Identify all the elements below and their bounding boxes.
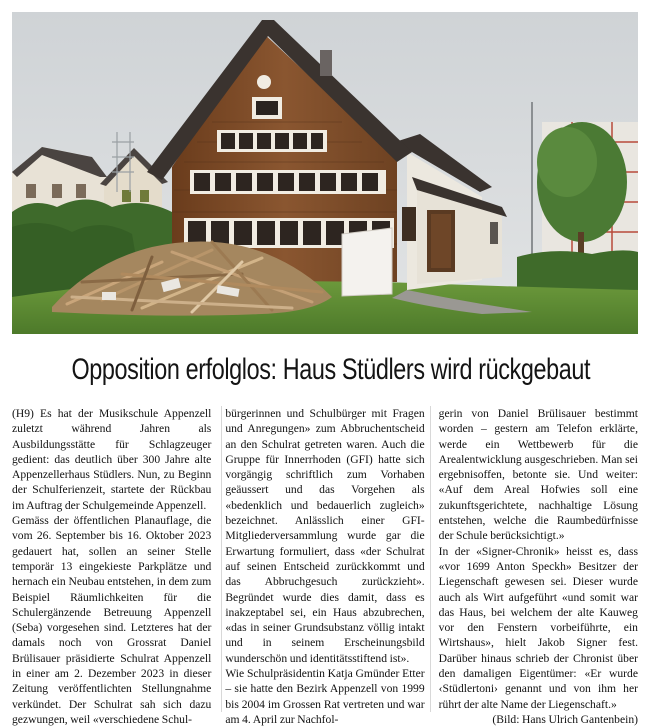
paragraph: gerin von Daniel Brülisauer bestimmt worden – gestern am Telefon erklärte, werde ein Wettbewerb für die Arealentwicklung ausgeschrieben. Man sei ergebnisoffen, betonte sie. Und weiter: «Auf dem Areal Hofwies soll eine zukunftsgerichtete, nachhaltige Lösung entstehen, welche die Raumbedürfnisse der Schule berücksichtigt.» xyxy=(438,407,638,543)
article-column-2 xyxy=(225,406,424,727)
house-photo-illustration xyxy=(12,12,638,334)
photo-credit: (Bild: Hans Ulrich Gantenbein) xyxy=(492,712,638,726)
article-photo xyxy=(12,12,638,334)
paragraph: In der «Signer-Chronik» heisst es, dass «vor 1699 Anton Speckh» Besitzer der Liegenschaft gewesen sei. Dieser wurde auch als Wirt aufgeführt «und somit war das Haus, bei welchem der alte Kauweg vor den Fenstern vorbeiführte, ein Wirtshaus», hielt Jakob Signer fest. Darüber hinaus schrieb der Chronist über den damaligen Eigentümer: «Er wurde ‹Stüdlertoni› genannt und von ihm her rührt der alte Name der Liegenschaft.» xyxy=(438,544,638,711)
article-body xyxy=(12,406,638,726)
article-column-3 xyxy=(439,406,638,727)
paragraph: Wie Schulpräsidentin Katja Gmünder Etter – sie hatte den Bezirk Appenzell von 1999 bis 2004 im Grossen Rat vertreten und war am 4. April zur Nachfol- xyxy=(225,667,425,726)
paragraph: Gemäss der öffentlichen Planauflage, die vom 26. September bis 16. Oktober 2023 gedauert hat, sollen an seiner Stelle temporär 13 eingekieste Parkplätze und hernach ein Neubau entstehen, in dem zum Beispiel Räumlichkeiten für die Schulergänzende Betreuung Appenzell (Seba) vorgesehen sind. Letzteres hat der damals noch von Grossrat Daniel Brülisauer präsidierte Schulrat Appenzell in einer am 2. Dezember 2023 in dieser Zeitung veröffentlichten Stellungnahme verkündet. Der Schulrat sah sich dazu gezwungen, weil «verschiedene Schul- xyxy=(12,514,212,726)
paragraph: bürgerinnen und Schulbürger mit Fragen und Anregungen» zum Abbruchentscheid an den Schulrat getreten waren. Auch die Gruppe für Innerrhoden (GFI) hatte sich vorgängig schriftlich zum Vorhaben geäussert und das Vorgehen als «bedenklich und bedauerlich zugleich» bezeichnet. Anlässlich einer GFI-Mitgliederversammlung wurde gar die Erwartung formuliert, dass «der Schulrat auf seinen Entscheid zurückkommt und das Abbruchgesuch zurückzieht». Begründet wurde dies damit, dass es inakzeptabel sei, ein Haus abzubrechen, «das in seiner Grundsubstanz völlig intakt und in seinem Erscheinungsbild wunderschön und identitätsstiftend ist». xyxy=(225,407,425,665)
article-column-1 xyxy=(12,406,211,727)
paragraph: (H9) Es hat der Musikschule Appenzell zuletzt während Jahren als Ausbildungsstätte für Schlagzeuger gedient: das deutlich über 300 Jahre alte Appenzellerhaus Stüdlers. Nun, zu Beginn der Schulferienzeit, startete der Rückbau im Auftrag der Schulgemeinde Appenzell. xyxy=(12,407,212,512)
article-headline: Opposition erfolglos: Haus Stüdlers wird rückgebaut xyxy=(71,353,591,386)
